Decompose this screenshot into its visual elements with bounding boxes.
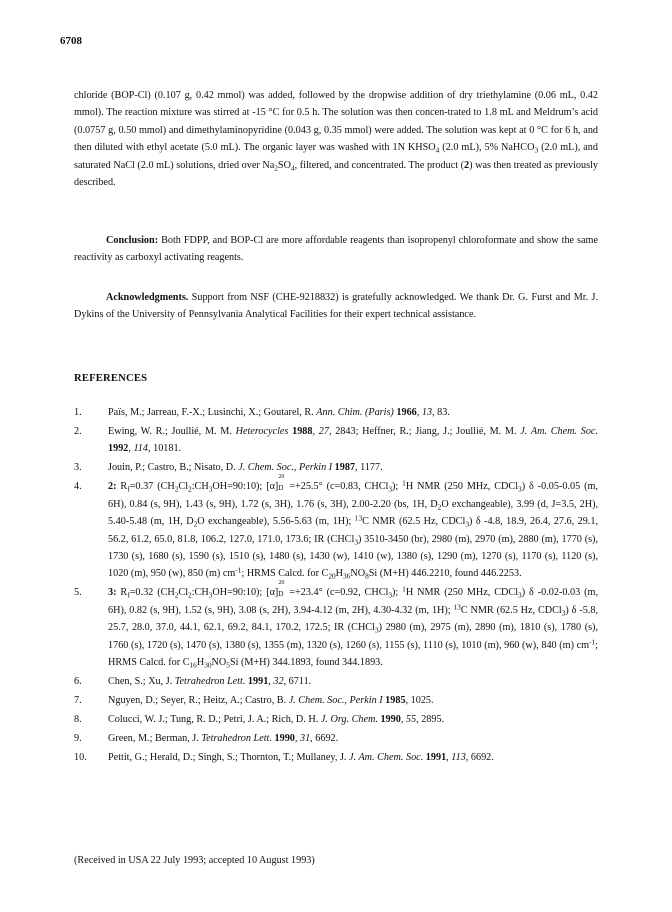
subscript: 8 <box>365 572 369 581</box>
reference-7 <box>74 692 598 709</box>
ref-text: OH=90:10); [α] <box>212 481 279 493</box>
text-line: trated to 1.8 mL and Meldrum’s acid (0.0757 g, 0.50 mmol) and dimethylaminopyridine (0.043 g, 0.35 <box>74 107 599 136</box>
reference-number: 3. <box>74 462 82 474</box>
subscript: 3 <box>208 484 213 494</box>
ref-text: =0.37 (CH <box>129 481 175 493</box>
ref-text: :CH <box>191 587 209 599</box>
received-date-line: (Received in USA 22 July 1993; accepted 10 August 1993) <box>74 855 315 866</box>
superscript: 20 <box>278 474 285 481</box>
superscript: -1 <box>589 636 596 646</box>
ref-text: =0.32 (CH <box>129 587 175 599</box>
reference-number: 4. <box>74 481 82 493</box>
references-heading: REFERENCES <box>74 373 148 384</box>
ref-text: Si (M+H) 446.2210, found 446.2253. <box>368 568 522 580</box>
ref-text: H NMR (250 MHz, CDCl <box>405 587 519 599</box>
ref-text: O exchangeable), 3.99 (d, J=3.5, 2H), 5.40-5.48 (m, 1H, D <box>108 498 599 528</box>
subscript: f <box>127 591 130 600</box>
ref-text: H <box>196 657 205 669</box>
ref-text: R <box>116 481 128 493</box>
reference-number: 2. <box>74 426 82 437</box>
volume: , 55 <box>400 714 417 726</box>
pages: , 83. <box>432 407 450 418</box>
reference-1 <box>74 404 598 421</box>
conclusion-label: Conclusion: <box>106 235 159 246</box>
ref-text: O exchangeable), 5.56-5.63 (m, 1H); <box>197 516 355 528</box>
subscript: 3 <box>374 625 379 635</box>
reference-number: 8. <box>74 714 82 726</box>
reference-number: 9. <box>74 733 82 745</box>
ref-text: Cl <box>178 481 189 493</box>
reference-3 <box>74 459 598 476</box>
reference-number: 10. <box>74 752 87 764</box>
authors: Jouin, P.; Castro, B.; Nisato, D. <box>108 462 239 474</box>
text-line: described. <box>74 177 116 189</box>
subscript: 5 <box>226 660 230 670</box>
reference-number: 7. <box>74 695 82 707</box>
text-line: (2.0 mL), 5% NaHCO <box>439 142 535 154</box>
subscript: 2 <box>188 484 192 494</box>
subscript: 2 <box>437 502 442 512</box>
authors: Green, M.; Berman, J. <box>108 733 202 745</box>
year: 1990 <box>377 714 401 726</box>
volume: , 27 <box>312 426 329 437</box>
text-line: (0.06 mL, 0.42 mmol). The reaction mixture was stirred at -15 °C for 0.5 h. The solution was then concen- <box>74 90 598 119</box>
journal: J. Chem. Soc., Perkin I <box>238 462 333 474</box>
ref-text: H NMR (250 MHz, CDCl <box>405 481 519 493</box>
subscript: 3 <box>561 608 566 618</box>
authors: Ewing, W. R.; Joullié, M. M. <box>108 426 236 437</box>
ref-text: C NMR (62.5 Hz, CDCl <box>460 604 562 616</box>
experimental-paragraph <box>74 87 598 191</box>
reference-9 <box>74 730 598 747</box>
year: 1988 <box>288 426 313 437</box>
journal: J. Org. Chem. <box>320 714 378 726</box>
ref-text: =+23.4° (c=0.92, CHCl <box>285 587 389 599</box>
subscript: 16 <box>189 660 197 670</box>
ref-text: Cl <box>178 587 189 599</box>
ref-text: ); <box>392 481 403 493</box>
ref-text: :CH <box>191 481 209 493</box>
volume: , 32 <box>268 676 284 688</box>
subscript: 2 <box>274 163 278 173</box>
ref-text: Si (M+H) 344.1893, found 344.1893. <box>229 657 383 669</box>
ref-text: OH=90:10); [α] <box>212 587 279 599</box>
ref-text: ) δ -5.8, 25.7, 28.0, 37.0, 44.1, 62.1, 69.2, 84.1, 170.2, 172.5; IR (CHCl <box>108 604 598 634</box>
journal: Ann. Chim. (Paris) <box>316 407 394 418</box>
text-line: organic layer was washed with 1N KHSO <box>262 142 436 154</box>
subscript: 2 <box>188 591 192 600</box>
superscript: 13 <box>453 602 461 612</box>
authors: Païs, M.; Jarreau, F.-X.; Lusinchi, X.; Goutarel, R. <box>108 407 317 418</box>
subscript: 4 <box>290 163 295 173</box>
subscript: 3 <box>518 484 522 494</box>
reference-6 <box>74 673 598 690</box>
year: 1966 <box>393 407 417 418</box>
subscript: 3 <box>354 537 358 547</box>
text-line: (2.0 mL), and saturated NaCl (2.0 mL) <box>74 142 598 171</box>
ref-text: R <box>116 587 128 599</box>
year: 1985 <box>382 695 406 707</box>
ref-text: ); <box>392 587 403 599</box>
pages: , 2895. <box>416 714 445 726</box>
ref-text: ) 2980 (m), 2975 (m), 2890 (m), 1810 (s), 1780 (s), 1760 (s), 1720 (s), 1470 (s), 1380 (s), 1355 (m), 1320 (s), 1260 (s), 1155 (s), 1110 (s), 1010 (m), 960 (w), 840 (m) cm <box>108 622 598 651</box>
year: 1991 <box>245 676 269 688</box>
journal: Heterocycles <box>235 426 289 437</box>
year: 1990 <box>271 733 295 745</box>
text-line: solutions, dried over Na <box>176 159 275 171</box>
ref-text: NO <box>211 657 227 669</box>
ref-text: H <box>335 568 344 580</box>
ref-text: ; HRMS Calcd. for C <box>241 568 329 580</box>
subscript: 2 <box>174 591 179 600</box>
subscript: 2 <box>193 519 198 529</box>
ref-text: ) δ -4.8, 18.9, 26.4, 27.6, 29.1, 56.2, 61.2, 65.0, 81.8, 106.2, 127.0, 171.0, 173.6; IR (CHCl <box>108 516 598 545</box>
superscript: 20 <box>278 580 285 587</box>
subscript: f <box>127 484 130 494</box>
compound-number: 2: <box>108 481 117 493</box>
ref-text: ) 3510-3450 (br), 2980 (m), 2970 (m), 2880 (m), 1770 (s), 1730 (s), 1680 (s), 1590 (s), 1510 (s), 1480 (s), 1430 (w), 1410 (w), 1380 (s), 1290 (m), 1270 (s), 1170 (s), 1120 (s), 1020 (m), 950 (w), 850 (m) cm <box>108 533 598 580</box>
acknowledgments-label: Acknowledgments. <box>106 292 189 303</box>
text-line: mmol) were added. The solution was kept at 0 °C for 6 h, and then diluted with ethyl acetate (5.0 mL). The <box>74 124 599 154</box>
text-line: , filtered, and concentrated. The product ( <box>294 159 465 171</box>
references-list <box>74 404 598 768</box>
ref-text: ) δ -0.05-0.05 (m, 6H), 0.84 (s, 9H), 1.43 (s, 9H), 1.72 (s, 3H), 1.76 (s, 3H), 2.00-2.20 (bs, 1H, D <box>108 481 598 510</box>
acknowledgments-paragraph <box>74 289 598 324</box>
ref-text: NO <box>350 568 366 580</box>
subscript: 30 <box>204 660 212 670</box>
subscript: 20 <box>328 572 336 581</box>
conclusion-paragraph <box>74 232 598 267</box>
year: 1987 <box>332 462 356 474</box>
acknowledgments-text: Support from NSF (CHE-9218832) is gratefully acknowledged. We thank Dr. G. Furst and Mr. J. Dykins of the University of Pennsylvania Analytical Facilities for their expert technical assistance. <box>74 292 598 321</box>
journal: Tetrahedron Lett. <box>174 676 246 688</box>
ref-text: =+25.5° (c=0.83, CHCl <box>285 481 389 493</box>
reference-number: 1. <box>74 407 82 418</box>
pages: , 2843; Heffner, R.; Jiang, J.; Joullié, M. M. <box>328 426 521 437</box>
journal: J. Chem. Soc., Perkin I <box>288 695 383 707</box>
pages: , 6711. <box>283 676 312 688</box>
text-line: SO <box>277 159 291 171</box>
reference-number: 6. <box>74 676 82 688</box>
reference-10 <box>74 749 598 766</box>
text-line: chloride (BOP-Cl) (0.107 g, 0.42 mmol) was added, followed by the dropwise addition of dry triethylamine <box>74 90 531 101</box>
page-number: 6708 <box>60 35 82 47</box>
rotation-superscript <box>278 474 285 493</box>
ref-text: ; HRMS Calcd. for C <box>108 639 598 669</box>
volume: , 31 <box>294 733 311 745</box>
journal: J. Am. Chem. Soc. <box>520 426 598 437</box>
subscript: 3 <box>388 484 392 494</box>
ref-text: C NMR (62.5 Hz, CDCl <box>362 516 466 528</box>
conclusion-text: Both FDPP, and BOP-Cl are more affordable reagents than isopropenyl chloroformate and show the same reactivity as carboxyl activating reagents. <box>74 235 598 264</box>
text-line: ) was then treated as previously <box>469 159 598 171</box>
pages: , 6692. <box>310 733 339 745</box>
reference-number: 5. <box>74 587 82 599</box>
subscript: 3 <box>534 145 539 155</box>
pages: , 1025. <box>405 695 434 707</box>
subscript: D <box>278 484 284 493</box>
superscript: 1 <box>402 478 406 488</box>
authors: Colucci, W. J.; Tung, R. D.; Petri, J. A.; Rich, D. H. <box>108 714 321 726</box>
volume: , 13 <box>416 407 433 418</box>
pages: , 10181. <box>148 443 182 455</box>
superscript: 1 <box>402 584 406 594</box>
subscript: 4 <box>435 145 440 155</box>
subscript: 3 <box>518 591 522 600</box>
rotation-superscript <box>278 580 285 599</box>
reference-8 <box>74 711 598 728</box>
compound-number: 3: <box>108 587 117 599</box>
year: 1991 <box>423 752 447 764</box>
reference-4 <box>74 474 599 582</box>
pages: , 6692. <box>465 752 494 764</box>
reference-2 <box>74 423 598 458</box>
pages: , 1177. <box>355 462 383 474</box>
authors: Nguyen, D.; Seyer, R.; Heitz, A.; Castro, B. <box>108 695 289 707</box>
subscript: 3 <box>388 591 392 600</box>
authors: Chen, S.; Xu, J. <box>108 676 175 688</box>
subscript: 3 <box>208 591 213 600</box>
subscript: 36 <box>343 572 351 581</box>
authors: Pettit, G.; Herald, D.; Singh, S.; Thornton, T.; Mullaney, J. <box>108 752 350 764</box>
journal: Tetrahedron Lett. <box>201 733 272 745</box>
superscript: -1 <box>235 565 242 575</box>
subscript: 3 <box>465 519 469 529</box>
subscript: D <box>278 590 284 599</box>
compound-number: 2 <box>464 159 470 171</box>
journal: J. Am. Chem. Soc. <box>349 752 424 764</box>
ref-text: ) δ -0.02-0.03 (m, 6H), 0.82 (s, 9H), 1.52 (s, 9H), 3.08 (s, 2H), 3.94-4.12 (m, 2H), 4.30-4.32 (m, 1H); <box>108 587 598 616</box>
reference-5 <box>74 580 598 671</box>
superscript: 13 <box>354 513 363 523</box>
volume: , 113 <box>446 752 466 764</box>
subscript: 2 <box>174 484 179 494</box>
volume: , 114 <box>128 443 148 455</box>
year: 1992 <box>108 443 129 455</box>
